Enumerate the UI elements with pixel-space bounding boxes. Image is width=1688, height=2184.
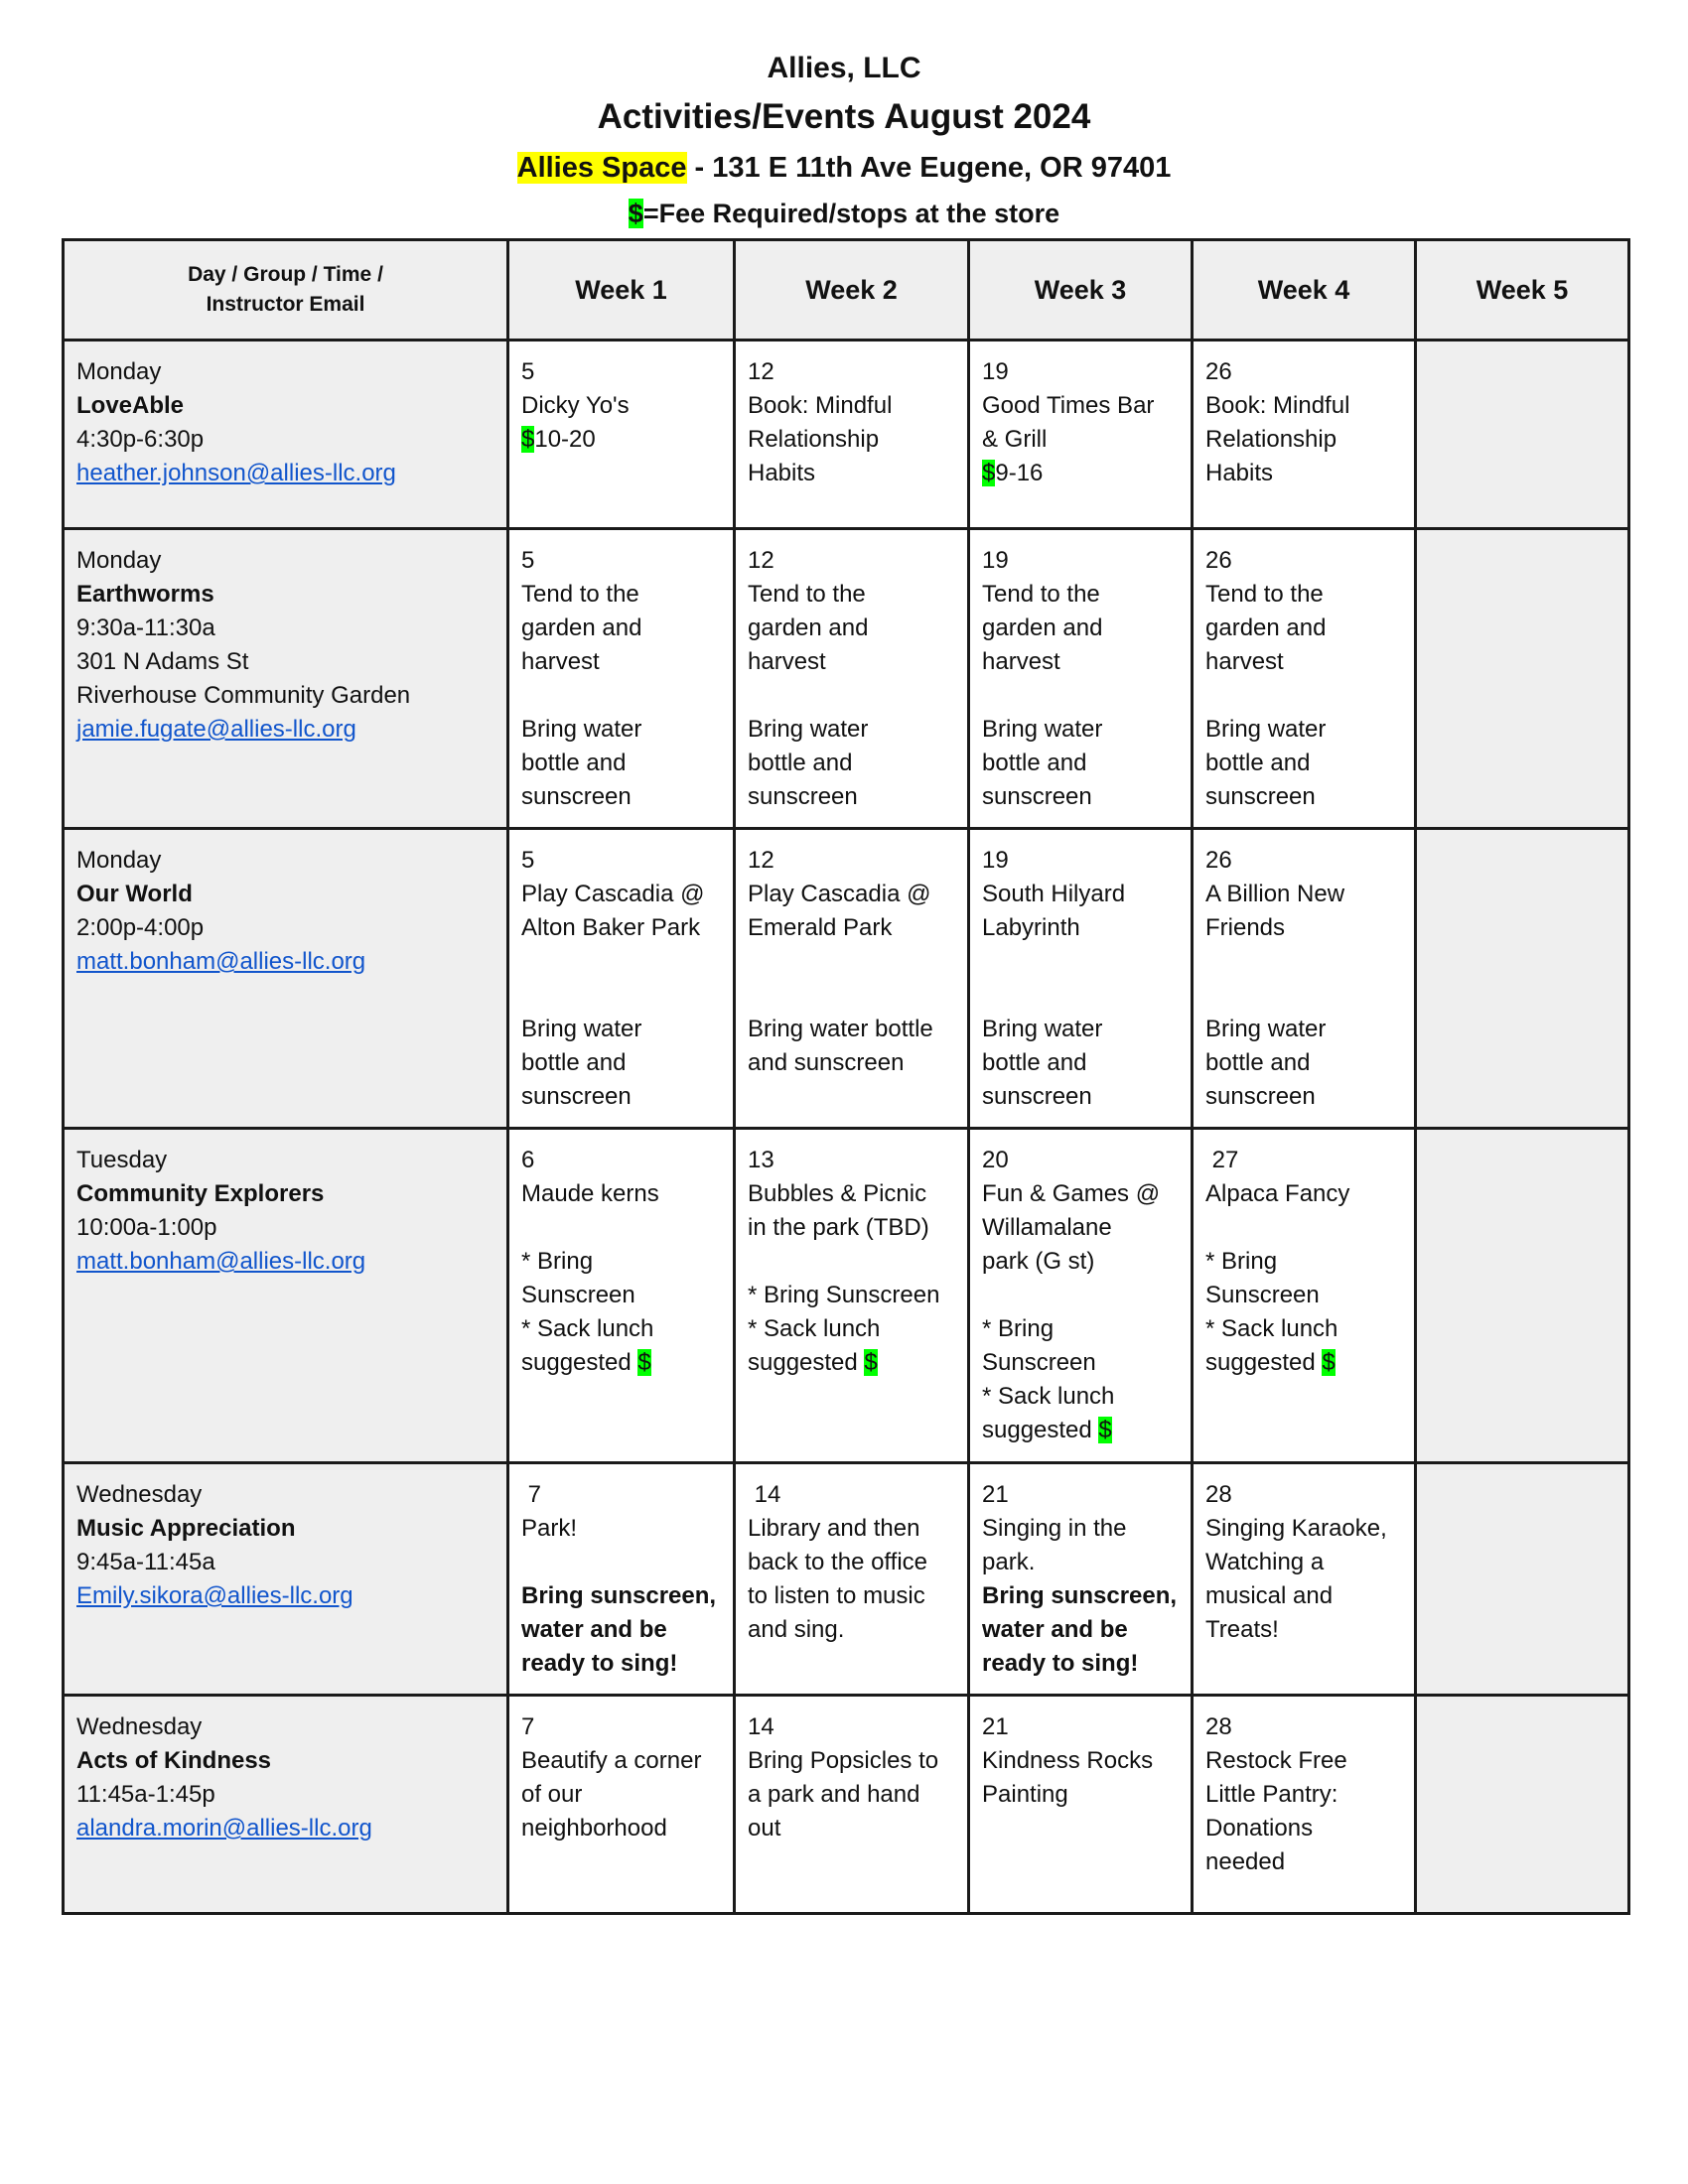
- fee-marker: $: [1098, 1417, 1112, 1443]
- activity-text: Little Pantry:: [1205, 1781, 1338, 1808]
- group-name: Acts of Kindness: [76, 1747, 272, 1774]
- group-name: LoveAble: [76, 392, 185, 419]
- activity-cell: [735, 1463, 969, 1696]
- activity-text: Alton Baker Park: [521, 914, 701, 941]
- activity-cell: [735, 829, 969, 1129]
- activity-text: of our: [521, 1781, 583, 1808]
- activity-text: Relationship: [1205, 426, 1337, 453]
- table-row: [64, 1696, 1629, 1914]
- activity-cell: [1193, 829, 1416, 1129]
- activity-date: 20: [982, 1147, 1009, 1173]
- activity-cell: [735, 1696, 969, 1914]
- activity-text: Bubbles & Picnic: [748, 1180, 927, 1207]
- activity-note: * Bring Sunscreen: [748, 1282, 940, 1308]
- group-name: Music Appreciation: [76, 1515, 296, 1542]
- activity-note: Bring water: [982, 1016, 1103, 1042]
- activity-cell: [508, 1129, 735, 1463]
- activity-text: Labyrinth: [982, 914, 1080, 941]
- activity-cell: [969, 341, 1193, 529]
- activity-date: 19: [982, 847, 1009, 874]
- activity-text: Tend to the: [748, 581, 866, 608]
- activity-text: Dicky Yo's: [521, 392, 630, 419]
- page-title: Activities/Events August 2024: [597, 97, 1091, 136]
- activity-date: 6: [521, 1147, 535, 1173]
- activity-date: 5: [521, 847, 535, 874]
- activity-date: 12: [748, 547, 774, 574]
- group-time: 11:45a-1:45p: [76, 1781, 215, 1808]
- activity-text: Beautify a corner: [521, 1747, 702, 1774]
- location-address: - 131 E 11th Ave Eugene, OR 97401: [686, 152, 1172, 184]
- instructor-email-link[interactable]: alandra.morin@allies-llc.org: [76, 1815, 372, 1842]
- activity-note: Bring water: [521, 716, 642, 743]
- activity-date: 12: [748, 847, 774, 874]
- activity-cell: [1193, 341, 1416, 529]
- activity-text: Donations: [1205, 1815, 1314, 1842]
- activity-text: neighborhood: [521, 1815, 667, 1842]
- table-header-row: [64, 240, 1629, 341]
- activity-note: bottle and: [1205, 1049, 1311, 1076]
- activity-cell: [969, 1463, 1193, 1696]
- group-day: Tuesday: [76, 1147, 168, 1173]
- group-name: Earthworms: [76, 581, 214, 608]
- activity-date: 21: [982, 1713, 1009, 1740]
- fee-marker: $: [637, 1349, 651, 1376]
- group-info-cell: [64, 341, 508, 529]
- activity-text: Singing Karaoke,: [1205, 1515, 1387, 1542]
- group-day: Monday: [76, 847, 162, 874]
- activity-note: * Sack lunch: [1205, 1315, 1338, 1342]
- activity-price: 10-20: [534, 426, 596, 453]
- activity-text: Tend to the: [521, 581, 639, 608]
- activity-note: bottle and: [521, 1049, 627, 1076]
- activity-text: out: [748, 1815, 781, 1842]
- instructor-email-link[interactable]: matt.bonham@allies-llc.org: [76, 948, 366, 975]
- org-name: Allies, LLC: [767, 52, 921, 84]
- activity-date: 19: [982, 547, 1009, 574]
- activity-text: garden and: [1205, 614, 1327, 641]
- activity-date: 12: [748, 358, 774, 385]
- activity-note: Bring water: [1205, 716, 1327, 743]
- activity-note: suggested: [982, 1417, 1099, 1443]
- activity-cell-empty: [1416, 829, 1629, 1129]
- activity-text: Friends: [1205, 914, 1286, 941]
- activity-text: in the park (TBD): [748, 1214, 929, 1241]
- activity-cell-empty: [1416, 529, 1629, 829]
- activity-text: back to the office: [748, 1549, 928, 1575]
- column-header-week-2: Week 2: [735, 240, 969, 341]
- activity-note: Bring water bottle: [748, 1016, 933, 1042]
- activity-text: Play Cascadia @: [521, 881, 705, 907]
- activity-date: 5: [521, 358, 535, 385]
- activity-date: 19: [982, 358, 1009, 385]
- activity-note: bottle and: [982, 750, 1087, 776]
- activity-text: Habits: [1205, 460, 1274, 486]
- activity-text: a park and hand: [748, 1781, 920, 1808]
- activity-text: Emerald Park: [748, 914, 893, 941]
- fee-marker: $: [1322, 1349, 1336, 1376]
- activity-text: Singing in the: [982, 1515, 1127, 1542]
- activity-note: Sunscreen: [521, 1282, 635, 1308]
- activity-text: Treats!: [1205, 1616, 1279, 1643]
- activity-text: garden and: [521, 614, 642, 641]
- location-line: [0, 152, 1688, 185]
- table-row: [64, 529, 1629, 829]
- fee-legend: [0, 199, 1688, 229]
- activity-date: 14: [748, 1713, 774, 1740]
- activity-note: Bring sunscreen,: [982, 1582, 1178, 1609]
- activity-text: harvest: [521, 648, 600, 675]
- activity-text: Alpaca Fancy: [1205, 1180, 1350, 1207]
- activity-cell: [969, 529, 1193, 829]
- group-day: Monday: [76, 547, 162, 574]
- instructor-email-link[interactable]: matt.bonham@allies-llc.org: [76, 1248, 366, 1275]
- activity-text: Willamalane: [982, 1214, 1112, 1241]
- activity-cell: [735, 529, 969, 829]
- activity-text: Habits: [748, 460, 816, 486]
- activity-cell: [969, 1129, 1193, 1463]
- activity-note: water and be: [521, 1616, 667, 1643]
- activity-cell: [1193, 1129, 1416, 1463]
- activity-text: park (G st): [982, 1248, 1095, 1275]
- column-header-week-1: Week 1: [508, 240, 735, 341]
- table-row: [64, 1463, 1629, 1696]
- instructor-email-link[interactable]: Emily.sikora@allies-llc.org: [76, 1582, 353, 1609]
- activity-note: Bring sunscreen,: [521, 1582, 717, 1609]
- group-info-cell: [64, 1696, 508, 1914]
- group-name: Our World: [76, 881, 193, 907]
- activity-cell-empty: [1416, 1463, 1629, 1696]
- activity-note: * Bring: [1205, 1248, 1278, 1275]
- activity-cell-empty: [1416, 341, 1629, 529]
- activity-note: bottle and: [982, 1049, 1087, 1076]
- activity-text: Relationship: [748, 426, 880, 453]
- location-name: Allies Space: [516, 152, 687, 184]
- activity-note: Bring water: [521, 1016, 642, 1042]
- table-row: [64, 829, 1629, 1129]
- activity-text: Good Times Bar: [982, 392, 1155, 419]
- activity-text: A Billion New: [1205, 881, 1345, 907]
- fee-marker: $: [521, 426, 535, 453]
- activity-date: 14: [748, 1481, 781, 1508]
- activity-text: garden and: [982, 614, 1103, 641]
- group-info-cell: [64, 529, 508, 829]
- activity-cell: [1193, 1696, 1416, 1914]
- activity-date: 7: [521, 1713, 535, 1740]
- group-day: Wednesday: [76, 1713, 203, 1740]
- activity-text: Tend to the: [1205, 581, 1324, 608]
- activity-date: 26: [1205, 847, 1232, 874]
- activity-text: Tend to the: [982, 581, 1100, 608]
- activity-text: South Hilyard: [982, 881, 1126, 907]
- schedule-table: [62, 238, 1630, 1915]
- activity-text: Book: Mindful: [1205, 392, 1350, 419]
- activity-cell: [735, 341, 969, 529]
- group-info-cell: [64, 1463, 508, 1696]
- activity-text: to listen to music: [748, 1582, 925, 1609]
- activity-note: ready to sing!: [521, 1650, 678, 1677]
- activity-note: sunscreen: [982, 1083, 1092, 1110]
- activity-note: suggested: [1205, 1349, 1323, 1376]
- activity-note: water and be: [982, 1616, 1128, 1643]
- activity-note: bottle and: [1205, 750, 1311, 776]
- table-row: [64, 341, 1629, 529]
- activity-note: * Sack lunch: [521, 1315, 654, 1342]
- activity-text: harvest: [982, 648, 1060, 675]
- activity-note: sunscreen: [748, 783, 858, 810]
- activity-note: suggested: [748, 1349, 865, 1376]
- group-info-cell: [64, 829, 508, 1129]
- activity-text: Watching a: [1205, 1549, 1325, 1575]
- activity-price: 9-16: [995, 460, 1044, 486]
- activity-note: Bring water: [982, 716, 1103, 743]
- activity-cell: [969, 829, 1193, 1129]
- activity-date: 26: [1205, 358, 1232, 385]
- activity-note: Bring water: [748, 716, 869, 743]
- activity-text: and sing.: [748, 1616, 845, 1643]
- activity-note: sunscreen: [1205, 1083, 1316, 1110]
- activity-cell: [508, 1463, 735, 1696]
- activity-note: * Sack lunch: [748, 1315, 881, 1342]
- table-row: [64, 1129, 1629, 1463]
- activity-text: needed: [1205, 1848, 1286, 1875]
- activity-note: bottle and: [748, 750, 853, 776]
- activity-date: 5: [521, 547, 535, 574]
- activity-note: sunscreen: [521, 1083, 632, 1110]
- activity-text: park.: [982, 1549, 1036, 1575]
- fee-symbol: $: [628, 199, 643, 228]
- activity-note: Sunscreen: [1205, 1282, 1320, 1308]
- activity-text: musical and: [1205, 1582, 1334, 1609]
- activity-text: Bring Popsicles to: [748, 1747, 939, 1774]
- activity-date: 13: [748, 1147, 774, 1173]
- activity-cell: [1193, 1463, 1416, 1696]
- fee-legend-text: =Fee Required/stops at the store: [642, 199, 1060, 228]
- activity-cell: [735, 1129, 969, 1463]
- column-header-week-4: Week 4: [1193, 240, 1416, 341]
- activity-cell-empty: [1416, 1696, 1629, 1914]
- activity-text: Book: Mindful: [748, 392, 893, 419]
- activity-text: Library and then: [748, 1515, 920, 1542]
- activity-text: garden and: [748, 614, 869, 641]
- instructor-email-link[interactable]: heather.johnson@allies-llc.org: [76, 460, 396, 486]
- activity-text: & Grill: [982, 426, 1048, 453]
- group-info-cell: [64, 1129, 508, 1463]
- activity-note: * Sack lunch: [982, 1383, 1115, 1410]
- activity-text: Restock Free: [1205, 1747, 1347, 1774]
- activity-text: Kindness Rocks: [982, 1747, 1154, 1774]
- group-time: 4:30p-6:30p: [76, 426, 205, 453]
- column-header-group-info: Day / Group / Time / Instructor Email: [64, 240, 508, 341]
- activity-cell: [508, 1696, 735, 1914]
- activity-cell-empty: [1416, 1129, 1629, 1463]
- activity-date: 27: [1205, 1147, 1239, 1173]
- activity-cell: [1193, 529, 1416, 829]
- instructor-email-link[interactable]: jamie.fugate@allies-llc.org: [76, 716, 356, 743]
- activity-cell: [508, 529, 735, 829]
- activity-note: and sunscreen: [748, 1049, 905, 1076]
- group-name: Community Explorers: [76, 1180, 325, 1207]
- column-header-week-3: Week 3: [969, 240, 1193, 341]
- activity-text: harvest: [748, 648, 826, 675]
- activity-note: Bring water: [1205, 1016, 1327, 1042]
- activity-text: Maude kerns: [521, 1180, 659, 1207]
- activity-cell: [508, 829, 735, 1129]
- activity-note: suggested: [521, 1349, 638, 1376]
- activity-date: 28: [1205, 1481, 1232, 1508]
- activity-note: sunscreen: [982, 783, 1092, 810]
- activity-note: bottle and: [521, 750, 627, 776]
- activity-text: Park!: [521, 1515, 578, 1542]
- group-time: 9:30a-11:30a: [76, 614, 215, 641]
- activity-note: * Bring: [521, 1248, 594, 1275]
- activity-cell: [508, 341, 735, 529]
- activity-text: harvest: [1205, 648, 1284, 675]
- activity-note: sunscreen: [521, 783, 632, 810]
- activity-note: * Bring: [982, 1315, 1055, 1342]
- fee-marker: $: [982, 460, 996, 486]
- group-day: Wednesday: [76, 1481, 203, 1508]
- fee-marker: $: [864, 1349, 878, 1376]
- activity-note: ready to sing!: [982, 1650, 1139, 1677]
- group-venue: Riverhouse Community Garden: [76, 682, 411, 709]
- activity-note: sunscreen: [1205, 783, 1316, 810]
- activity-text: Fun & Games @: [982, 1180, 1161, 1207]
- group-time: 9:45a-11:45a: [76, 1549, 215, 1575]
- activity-date: 21: [982, 1481, 1009, 1508]
- group-day: Monday: [76, 358, 162, 385]
- activity-text: Play Cascadia @: [748, 881, 931, 907]
- group-time: 2:00p-4:00p: [76, 914, 205, 941]
- activity-text: Painting: [982, 1781, 1068, 1808]
- activity-note: Sunscreen: [982, 1349, 1096, 1376]
- activity-date: 28: [1205, 1713, 1232, 1740]
- group-time: 10:00a-1:00p: [76, 1214, 217, 1241]
- group-address: 301 N Adams St: [76, 648, 249, 675]
- activity-date: 7: [521, 1481, 542, 1508]
- column-header-week-5: Week 5: [1416, 240, 1629, 341]
- activity-date: 26: [1205, 547, 1232, 574]
- activity-cell: [969, 1696, 1193, 1914]
